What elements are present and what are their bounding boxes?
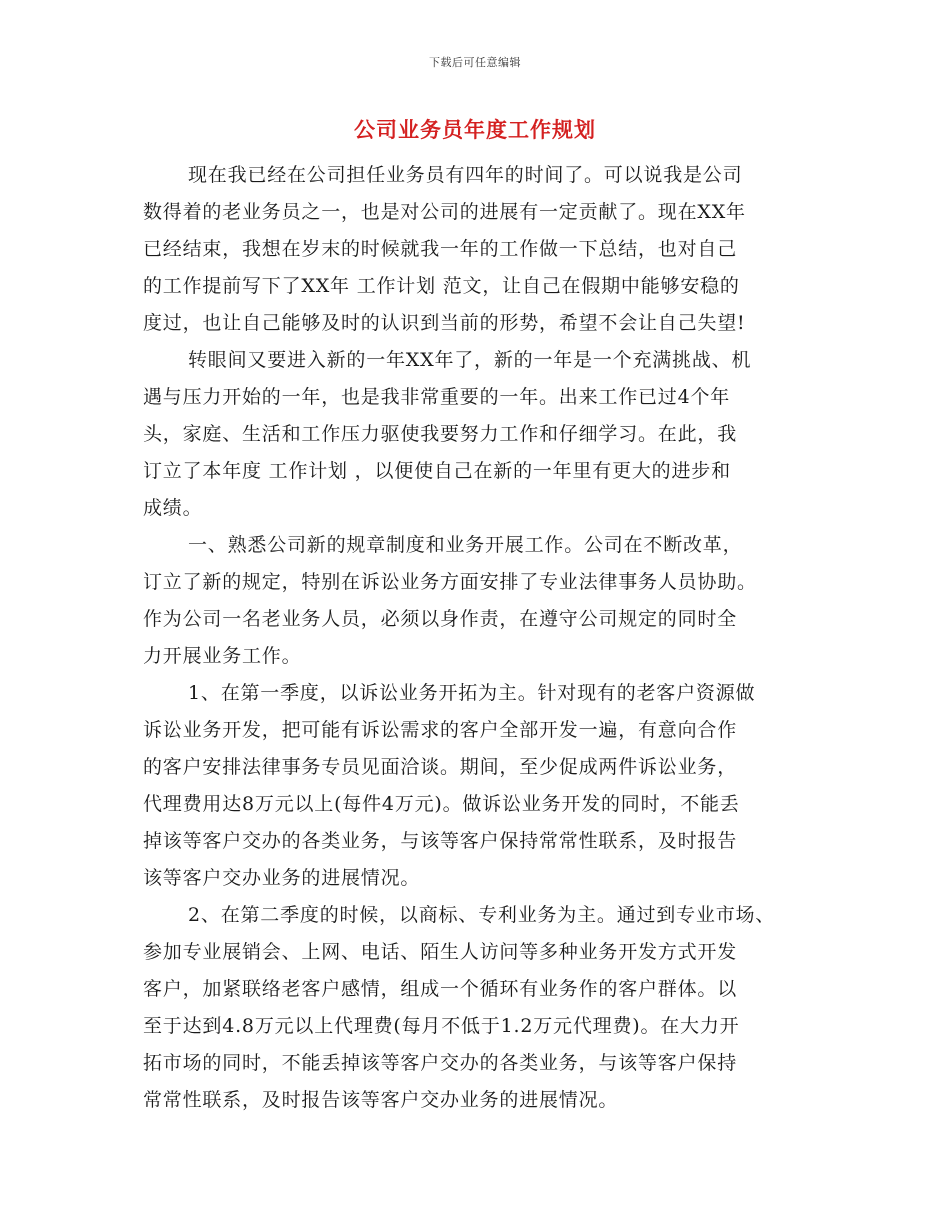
body-line: 转眼间又要进入新的一年XX年了，新的一年是一个充满挑战、机 [188,349,752,371]
body-line: 常常性联系，及时报告该等客户交办业务的进展情况。 [143,1089,619,1111]
body-line: 掉该等客户交办的各类业务，与该等客户保持常常性联系，及时报告 [143,830,738,852]
document-title: 公司业务员年度工作规划 [354,117,596,142]
body-line: 的工作提前写下了XX年 工作计划 范文，让自己在假期中能够安稳的 [143,275,740,297]
body-line: 度过，也让自己能够及时的认识到当前的形势，希望不会让自己失望! [143,312,746,334]
body-line: 订立了新的规定，特别在诉讼业务方面安排了专业法律事务人员协助。 [143,571,757,593]
body-line: 该等客户交办业务的进展情况。 [143,867,421,889]
body-line: 作为公司一名老业务人员，必须以身作责，在遵守公司规定的同时全 [143,608,738,630]
body-line: 参加专业展销会、上网、电话、陌生人访问等多种业务开发方式开发 [143,941,738,963]
document-body [143,157,833,1119]
body-line: 至于达到4.8万元以上代理费(每月不低于1.2万元代理费)。在大力开 [143,1015,740,1037]
body-line: 拓市场的同时，不能丢掉该等客户交办的各类业务，与该等客户保持 [143,1052,738,1074]
body-line: 已经结束，我想在岁末的时候就我一年的工作做一下总结，也对自己 [143,238,738,260]
body-line: 成绩。 [143,497,203,519]
body-line: 诉讼业务开发，把可能有诉讼需求的客户全部开发一遍，有意向合作 [143,719,738,741]
body-line: 1、在第一季度，以诉讼业务开拓为主。针对现有的老客户资源做 [188,682,756,704]
header-note: 下载后可任意编辑 [429,56,521,69]
body-line: 2、在第二季度的时候，以商标、专利业务为主。通过到专业市场、 [188,904,776,926]
body-line: 代理费用达8万元以上(每件4万元)。做诉讼业务开发的同时，不能丢 [143,793,740,815]
body-line: 现在我已经在公司担任业务员有四年的时间了。可以说我是公司 [188,164,743,186]
body-line: 一、熟悉公司新的规章制度和业务开展工作。公司在不断改革， [188,534,743,556]
body-line: 头，家庭、生活和工作压力驱使我要努力工作和仔细学习。在此，我 [143,423,738,445]
body-line: 订立了本年度 工作计划 ，以便使自己在新的一年里有更大的进步和 [143,460,731,482]
body-line: 遇与压力开始的一年，也是我非常重要的一年。出来工作已过4个年 [143,386,731,408]
body-line: 的客户安排法律事务专员见面洽谈。期间，至少促成两件诉讼业务， [143,756,738,778]
body-line: 数得着的老业务员之一，也是对公司的进展有一定贡献了。现在XX年 [143,201,746,223]
body-line: 力开展业务工作。 [143,645,302,667]
body-line: 客户，加紧联络老客户感情，组成一个循环有业务作的客户群体。以 [143,978,738,1000]
